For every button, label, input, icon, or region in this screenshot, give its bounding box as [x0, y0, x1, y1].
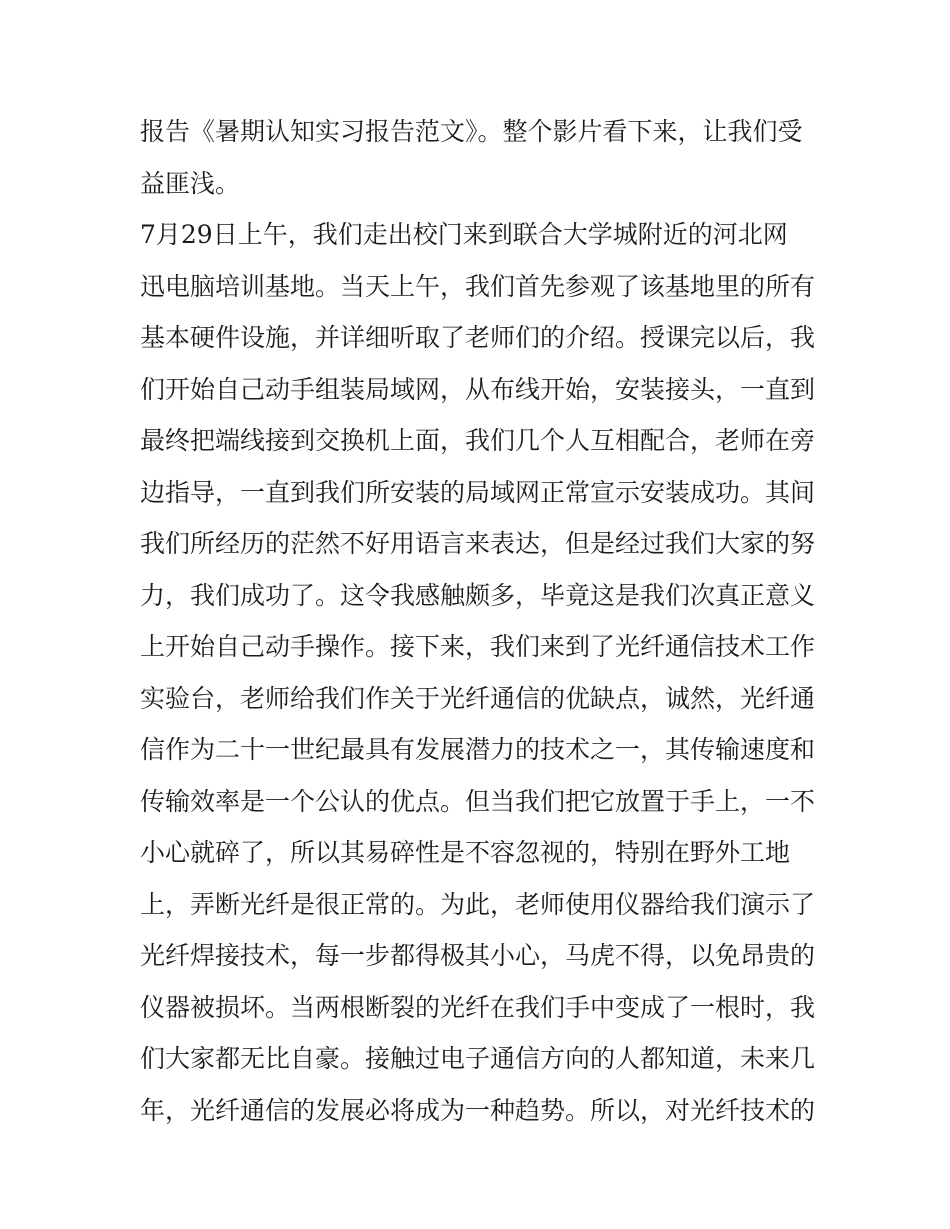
text-line-8: 边指导，一直到我们所安装的局域网正常宣示安装成功。其间	[140, 477, 816, 507]
text-line-14: 传输效率是一个公认的优点。但当我们把它放置于手上，一不	[140, 786, 816, 816]
text-line-20: 年，光纤通信的发展必将成为一种趋势。所以，对光纤技术的	[140, 1095, 816, 1125]
text-line-15: 小心就碎了，所以其易碎性是不容忽视的，特别在野外工地	[140, 838, 791, 867]
text-line-11: 上开始自己动手操作。接下来，我们来到了光纤通信技术工作	[140, 632, 816, 661]
text-line-13: 信作为二十一世纪最具有发展潜力的技术之一，其传输速度和	[140, 735, 816, 764]
text-line-5: 基本硬件设施，并详细听取了老师们的介绍。授课完以后，我	[140, 323, 816, 352]
text-line-4: 迅电脑培训基地。当天上午，我们首先参观了该基地里的所有	[140, 271, 816, 301]
text-line-9: 我们所经历的茫然不好用语言来表达，但是经过我们大家的努	[140, 529, 816, 558]
text-line-12: 实验台，老师给我们作关于光纤通信的优缺点，诚然，光纤通	[140, 683, 816, 713]
text-line-10: 力，我们成功了。这令我感触颇多，毕竟这是我们次真正意义	[140, 580, 816, 610]
text-line-3: 7月29日上午，我们走出校门来到联合大学城附近的河北网	[140, 220, 788, 249]
text-line-18: 仪器被损坏。当两根断裂的光纤在我们手中变成了一根时，我	[140, 992, 816, 1022]
text-line-2: 益匪浅。	[140, 168, 241, 198]
text-line-6: 们开始自己动手组装局域网，从布线开始，安装接头，一直到	[140, 374, 816, 404]
text-line-17: 光纤焊接技术，每一步都得极其小心，马虎不得，以免昂贵的	[140, 941, 816, 970]
body-text	[140, 106, 820, 1136]
text-line-16: 上，弄断光纤是很正常的。为此，老师使用仪器给我们演示了	[140, 889, 816, 919]
text-line-1: 报告《暑期认知实习报告范文》。整个影片看下来，让我们受	[140, 117, 803, 146]
text-line-7: 最终把端线接到交换机上面，我们几个人互相配合，老师在旁	[140, 426, 816, 455]
text-line-19: 们大家都无比自豪。接触过电子通信方向的人都知道，未来几	[140, 1044, 816, 1073]
